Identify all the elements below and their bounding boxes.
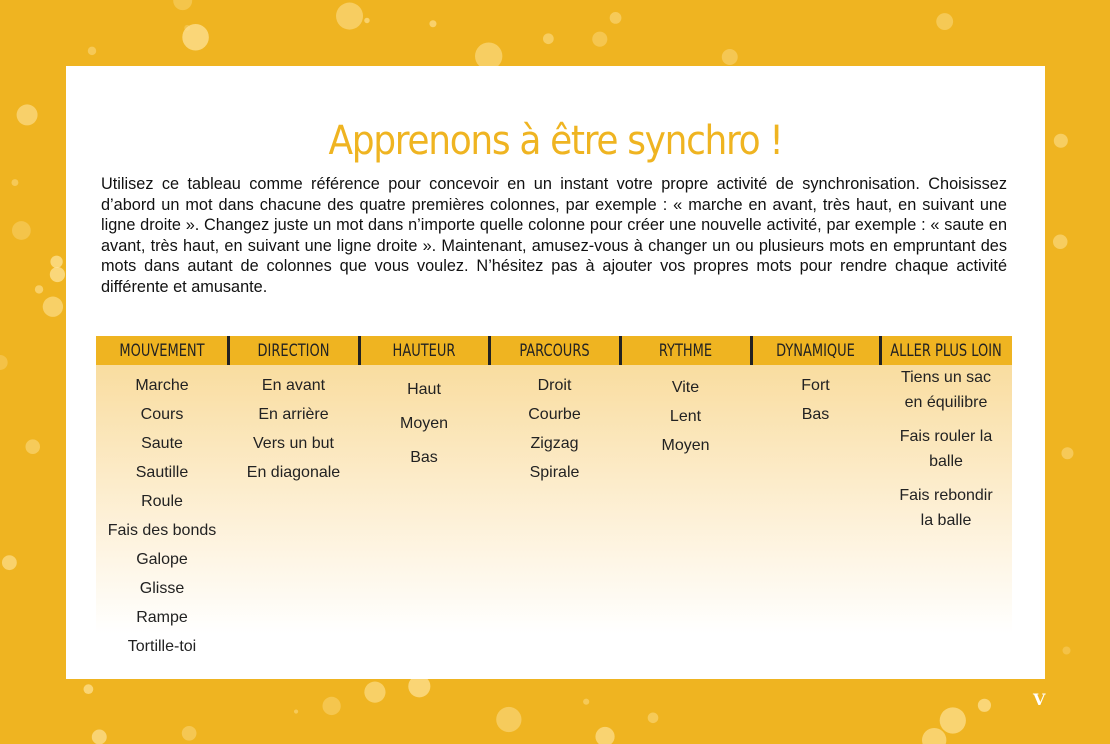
dot (43, 297, 63, 317)
table-cell: Fais des bonds (107, 522, 217, 539)
dot (182, 726, 197, 741)
page-number: V (1033, 690, 1046, 709)
table-cell: Moyen (661, 437, 710, 454)
column-divider (619, 336, 622, 365)
table-cell: Cours (140, 406, 184, 423)
column-header: MOUVEMENT (119, 341, 205, 361)
dot (17, 104, 38, 125)
dot (1063, 646, 1071, 654)
table-cell: Droit (537, 377, 572, 394)
column-header: HAUTEUR (392, 341, 456, 361)
table-cell: En diagonale (246, 464, 341, 481)
table-cell: Roule (141, 493, 183, 510)
dot (648, 712, 659, 723)
dot (25, 439, 40, 454)
page-title: Apprenons à être synchro ! (328, 118, 783, 164)
dot (184, 25, 190, 31)
dot (173, 0, 192, 10)
dot (936, 13, 953, 30)
dot (1061, 447, 1073, 459)
dot (0, 355, 8, 370)
table-cell: Saute (141, 435, 183, 452)
table-column (489, 336, 620, 487)
table-cell: Haut (407, 381, 441, 398)
table-column (96, 336, 228, 661)
word-table (96, 336, 1012, 655)
dot (978, 699, 991, 712)
table-column (359, 336, 489, 475)
dot (364, 682, 385, 703)
column-divider (879, 336, 882, 365)
dot (722, 49, 738, 65)
dot (364, 18, 369, 23)
table-cell: Glisse (139, 580, 185, 597)
dot (336, 3, 363, 30)
activity-card (66, 66, 1045, 679)
table-cell: Fais rebondir la balle (899, 487, 993, 529)
dot (50, 267, 65, 282)
table-cell: Fort (801, 377, 830, 394)
column-header: RYTHME (658, 341, 713, 361)
table-column (228, 336, 359, 487)
table-cell: Vite (671, 379, 700, 396)
column-divider (750, 336, 753, 365)
column-header: PARCOURS (519, 341, 590, 361)
dot (1053, 234, 1068, 249)
column-divider (227, 336, 230, 365)
dot (35, 285, 43, 293)
dot (429, 20, 436, 27)
table-cell: Courbe (528, 406, 581, 423)
column-header: DIRECTION (257, 341, 330, 361)
dot (322, 697, 340, 715)
table-cell: Lent (669, 408, 702, 425)
table-cell: Galope (136, 551, 188, 568)
table-cell: En avant (261, 377, 326, 394)
table-cell: Zigzag (530, 435, 579, 452)
column-header: DYNAMIQUE (776, 341, 855, 361)
dot (1054, 134, 1068, 148)
column-header: ALLER PLUS LOIN (890, 341, 1002, 361)
dot (940, 707, 966, 733)
dot (11, 179, 18, 186)
dot (583, 699, 589, 705)
intro-paragraph: Utilisez ce tableau comme référence pour concevoir en un instant votre propre activité de synchronisation. Choisissez d’abord un mot dans chacune des quatre premières colonnes, par exemple : « marche en avant, très haut, en suivant une ligne droite ». Changez juste un mot dans n’importe quelle colonne pour créer une nouvelle activité, par exemple : « saute en avant, très haut, en suivant une ligne droite ». Maintenant, amusez-vous à changer un ou plusieurs mots en empruntant des mots dans autant de colonnes que vous voulez. N’hésitez pas à ajouter vos propres mots pour rendre chaque activité différente et amusante. (101, 175, 1007, 296)
dot (12, 221, 31, 240)
dot (88, 47, 96, 55)
table-cell: Vers un but (253, 435, 334, 452)
table-cell: En arrière (258, 406, 329, 423)
table-column (620, 336, 751, 460)
column-divider (358, 336, 361, 365)
dot (543, 33, 554, 44)
table-cell: Bas (801, 406, 830, 423)
dot (922, 728, 946, 744)
table-cell: Tiens un sac en équilibre (900, 369, 992, 411)
dot (50, 256, 62, 268)
table-column (751, 336, 880, 429)
dot (595, 727, 614, 744)
table-cell: Marche (135, 377, 189, 394)
table-cell: Tortille-toi (127, 638, 197, 655)
dot (92, 730, 107, 744)
table-cell: Rampe (136, 609, 188, 626)
table-cell: Sautille (135, 464, 189, 481)
dot (294, 710, 298, 714)
dot (610, 12, 622, 24)
dot (2, 555, 17, 570)
table-cell: Moyen (399, 415, 449, 432)
dot (592, 32, 607, 47)
table-column (880, 336, 1012, 542)
dot (84, 684, 94, 694)
table-cell: Spirale (529, 464, 580, 481)
column-divider (488, 336, 491, 365)
table-cell: Bas (410, 449, 438, 466)
table-cell: Fais rouler la balle (899, 428, 993, 470)
dot (496, 707, 521, 732)
